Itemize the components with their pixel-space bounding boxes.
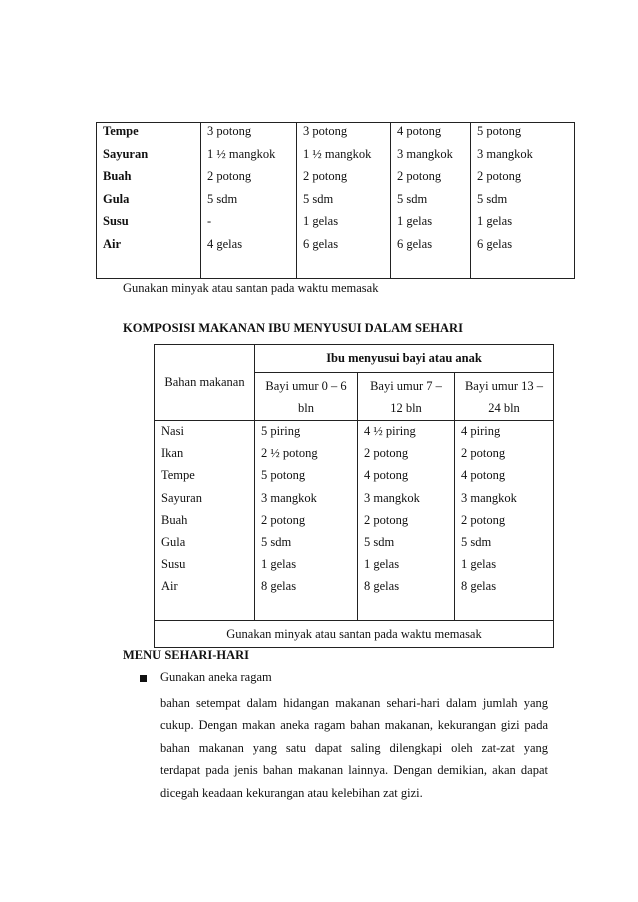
header-line: Bayi umur 7 – (370, 379, 442, 393)
column-7-12 (358, 421, 455, 621)
table-cell: Susu (161, 557, 186, 572)
table-cell: 5 potong (477, 124, 522, 138)
table-cell: 1 gelas (397, 214, 433, 228)
table-cell: Sayuran (103, 146, 149, 161)
table-cell: 5 sdm (261, 534, 292, 549)
section-heading: KOMPOSISI MAKANAN IBU MENYUSUI DALAM SEHARI (123, 321, 463, 335)
table-cell: 8 gelas (261, 579, 297, 594)
table-cell: 2 potong (461, 512, 506, 527)
top-table-col-2 (297, 123, 391, 279)
table-cell: 3 mangkok (397, 146, 453, 161)
table-cell: 1 gelas (477, 214, 513, 228)
table-cell: 4 potong (364, 468, 409, 483)
paragraph-line: bahan setempat dalam hidangan makanan sehari-hari dalam jumlah yang (160, 696, 548, 710)
header-13-24 (455, 373, 554, 421)
top-nutrition-table (96, 122, 575, 279)
table-cell: 5 sdm (461, 534, 492, 549)
table-cell: 3 mangkok (261, 490, 317, 505)
table-cell: 5 sdm (364, 534, 395, 549)
table-cell: 4 gelas (207, 236, 243, 251)
table-cell: Air (161, 579, 178, 594)
table-cell: 2 ½ potong (261, 446, 318, 461)
top-table-col-4 (471, 123, 575, 279)
table-cell: 2 potong (303, 169, 348, 183)
table-cell: Gula (161, 534, 186, 549)
table-cell: - (207, 214, 212, 228)
items-column (155, 421, 255, 621)
column-0-6 (255, 421, 358, 621)
table-cell: 3 mangkok (477, 146, 533, 161)
table-cell: 1 gelas (461, 557, 497, 572)
table-cell: 6 gelas (303, 236, 339, 251)
table-footer-note: Gunakan minyak atau santan pada waktu memasak (155, 621, 554, 648)
table-cell: 5 sdm (207, 191, 238, 206)
table-cell: 2 potong (397, 169, 442, 183)
table-cell: 2 potong (364, 446, 409, 461)
table-cell: Nasi (161, 424, 184, 438)
table-cell: 1 gelas (364, 557, 400, 572)
paragraph-line: cukup. Dengan makan aneka ragam bahan makanan, kekurangan gizi pada (160, 718, 548, 733)
composition-table (154, 344, 554, 648)
table-cell: Ikan (161, 446, 184, 461)
cooking-note: Gunakan minyak atau santan pada waktu memasak (123, 281, 379, 295)
table-cell: 1 ½ mangkok (207, 146, 276, 161)
paragraph-line: terdapat pada jenis bahan makanan lainnya. Dengan demikian, akan dapat (160, 763, 548, 778)
bahan-header: Bahan makanan (155, 345, 255, 421)
table-cell: 2 potong (261, 512, 306, 527)
bullet-text: Gunakan aneka ragam (160, 670, 272, 684)
menu-title: MENU SEHARI-HARI (123, 648, 250, 662)
table-cell: 1 ½ mangkok (303, 146, 372, 161)
table-cell: 5 potong (261, 468, 306, 483)
table-cell: 2 potong (461, 446, 506, 461)
group-header: Ibu menyusui bayi atau anak (255, 345, 554, 373)
table-cell: 1 gelas (261, 557, 297, 572)
table-cell: 6 gelas (477, 236, 513, 251)
table-cell: Buah (161, 512, 188, 527)
table-cell: 5 sdm (477, 191, 508, 206)
table-cell: 8 gelas (364, 579, 400, 594)
table-cell: 8 gelas (461, 579, 497, 594)
header-line: bln (298, 401, 314, 415)
table-cell: 4 potong (461, 468, 506, 483)
header-line: Bayi umur 13 – (464, 379, 544, 393)
table-cell: 5 piring (261, 424, 301, 438)
top-table-col-3 (391, 123, 471, 279)
top-table-col-1 (201, 123, 297, 279)
table-cell: 3 potong (207, 124, 252, 138)
column-13-24 (455, 421, 554, 621)
table-cell: 2 potong (364, 512, 409, 527)
header-7-12 (358, 373, 455, 421)
menu-paragraph (160, 692, 548, 804)
table-cell: 5 sdm (397, 191, 428, 206)
table-cell: Gula (103, 191, 130, 206)
table-cell: Air (103, 236, 122, 251)
paragraph-line: bahan makanan yang satu dapat saling dilengkapi oleh zat-zat yang (160, 740, 548, 755)
table-cell: Tempe (103, 124, 139, 138)
header-0-6 (255, 373, 358, 421)
table-cell: 4 potong (397, 124, 442, 138)
header-line: 24 bln (488, 401, 520, 415)
table-cell: 1 gelas (303, 214, 339, 228)
table-cell: 5 sdm (303, 191, 334, 206)
paragraph-line: dicegah keadaan kekurangan atau kelebihan zat gizi. (160, 785, 423, 800)
square-bullet-icon (140, 675, 147, 682)
header-line: Bayi umur 0 – 6 (265, 379, 347, 393)
table-cell: Sayuran (161, 490, 202, 505)
top-table-col-items (97, 123, 201, 279)
table-cell: 2 potong (477, 169, 522, 183)
table-cell: 3 mangkok (364, 490, 420, 505)
table-cell: 2 potong (207, 169, 252, 183)
table-cell: Tempe (161, 468, 195, 483)
table-cell: 4 ½ piring (364, 424, 416, 438)
table-cell: 3 mangkok (461, 490, 517, 505)
table-cell: Buah (103, 169, 132, 183)
table-cell: 4 piring (461, 424, 501, 438)
table-cell: 3 potong (303, 124, 348, 138)
table-cell: Susu (103, 214, 129, 228)
table-cell: 6 gelas (397, 236, 433, 251)
header-line: 12 bln (390, 401, 422, 415)
